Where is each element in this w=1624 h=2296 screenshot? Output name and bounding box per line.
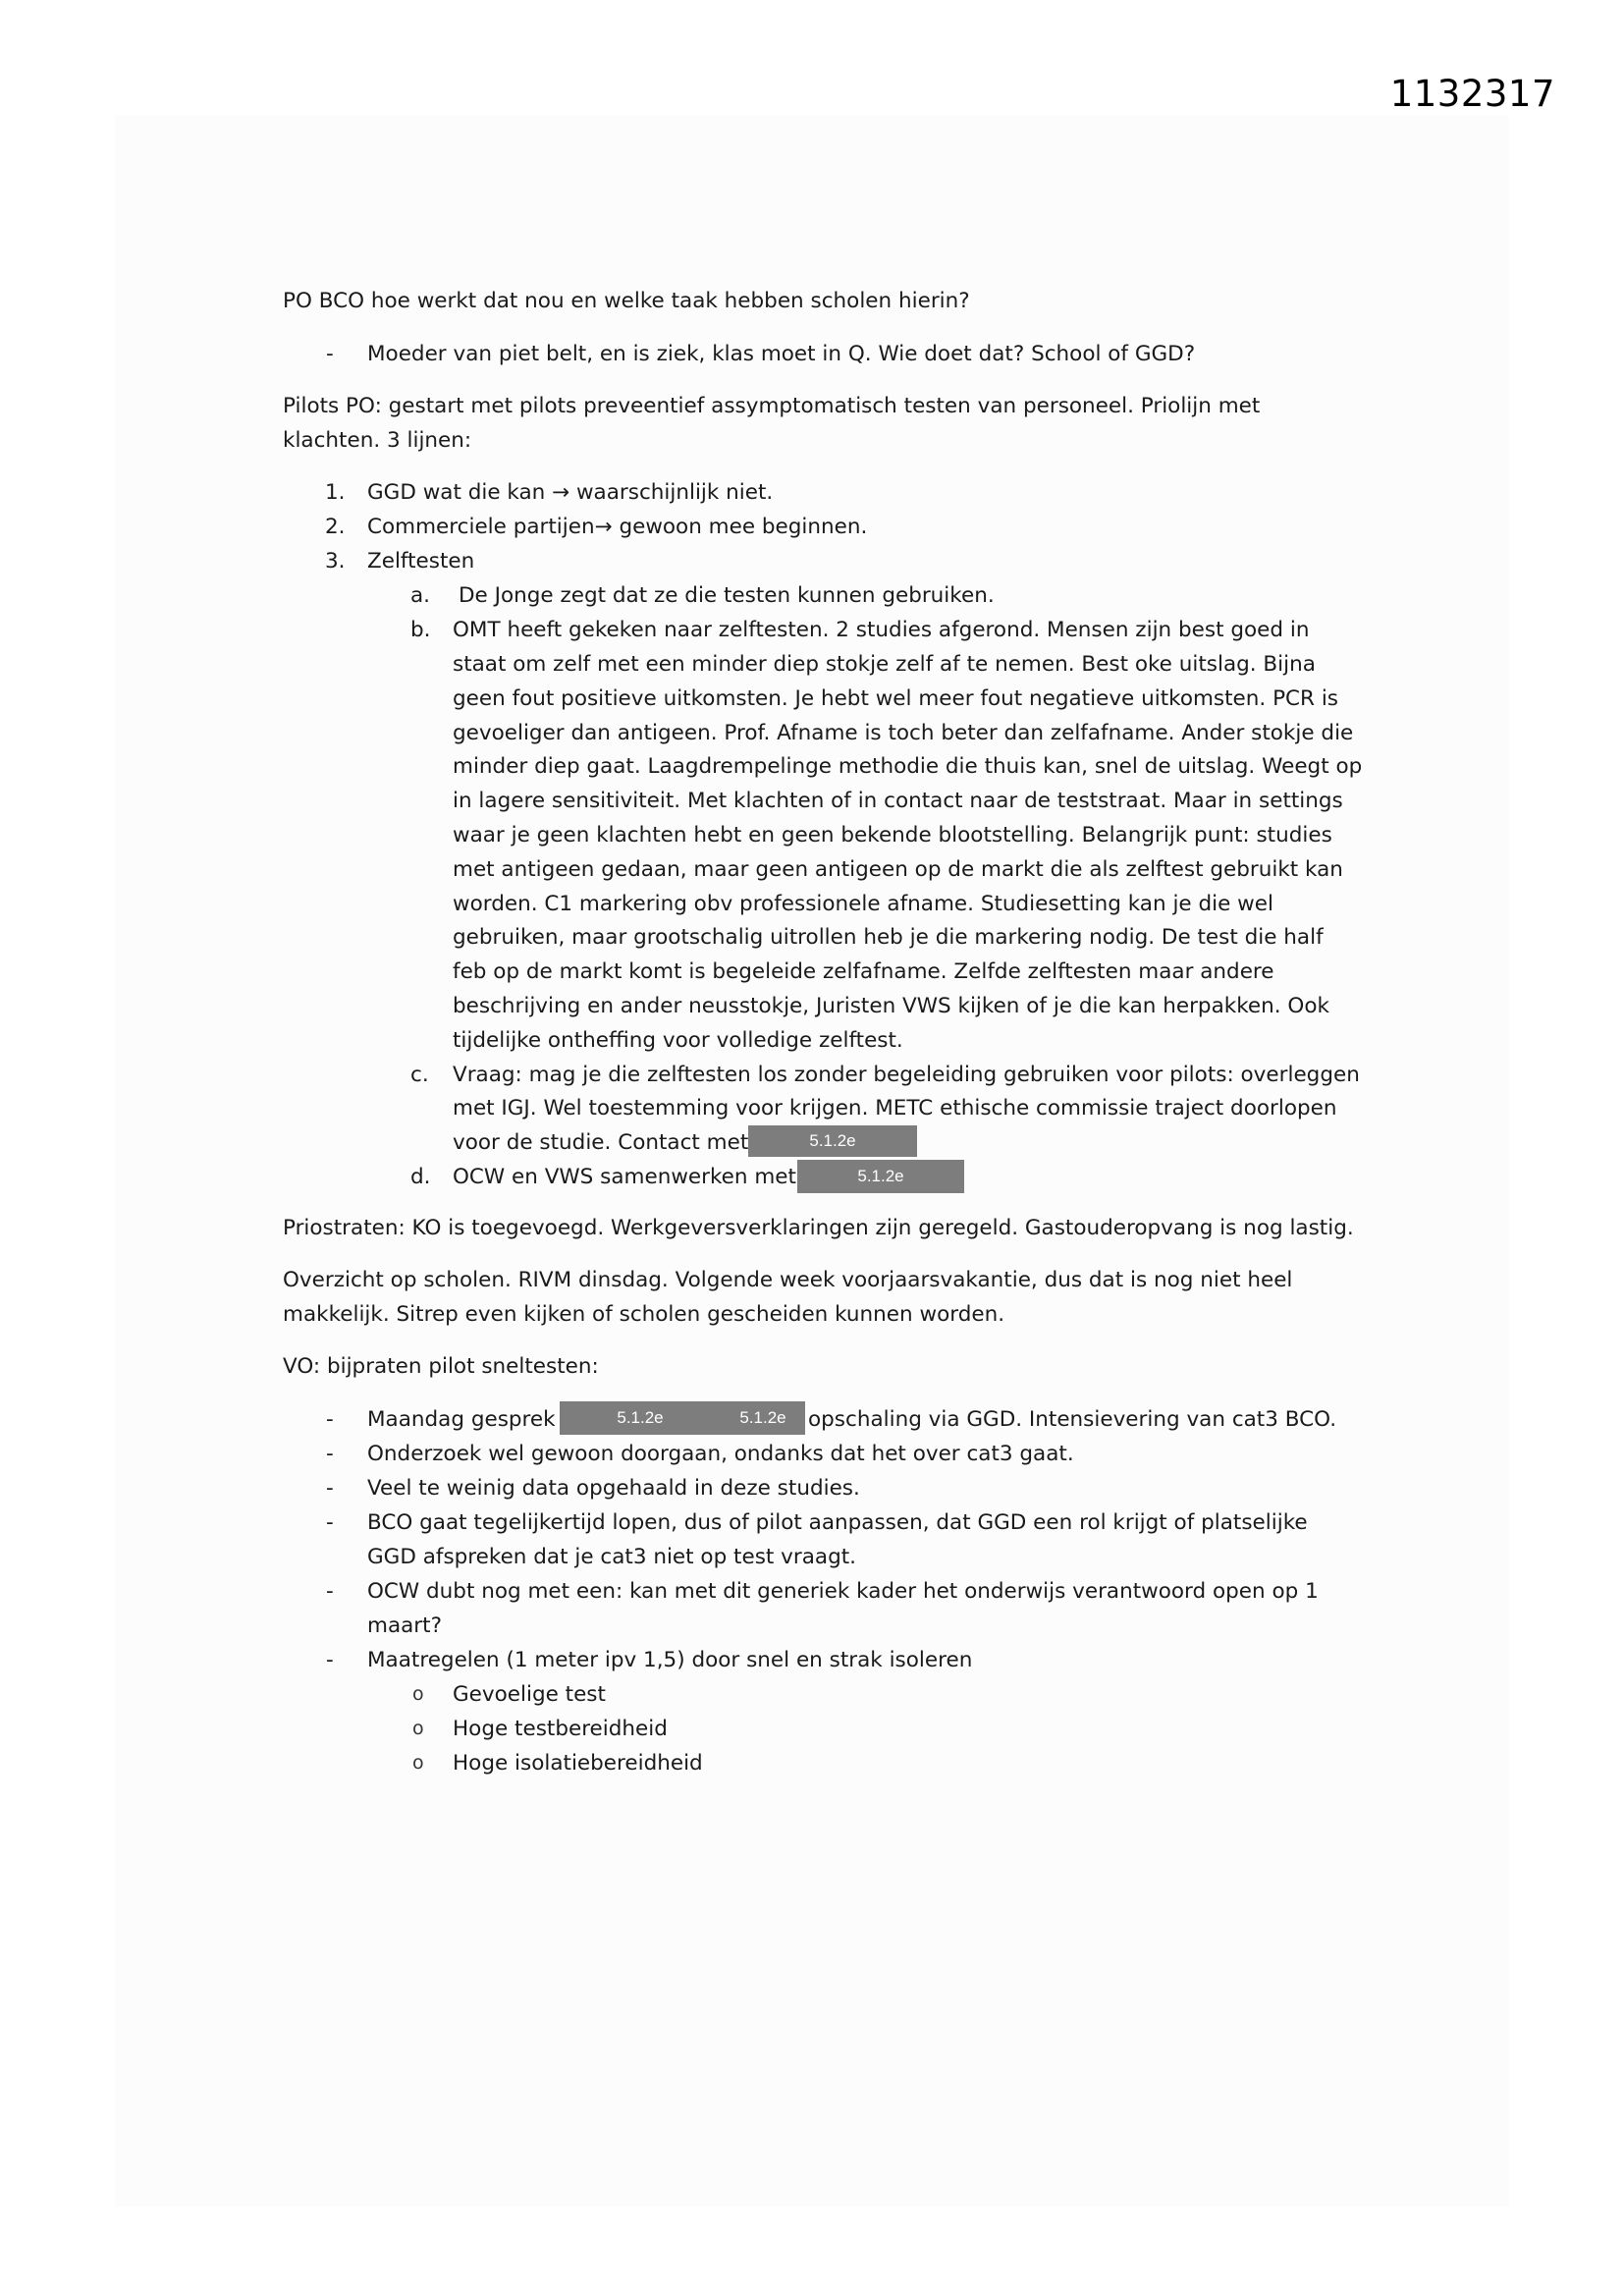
sublist-item-b-line: minder diep gaat. Laagdrempelinge methodie die thuis kan, snel de uitslag. Weegt op xyxy=(453,754,1363,779)
sublist-item-d: OCW en VWS samenwerken met xyxy=(453,1165,796,1189)
paragraph-priostraten: Priostraten: KO is toegevoegd. Werkgeversverklaringen zijn geregeld. Gastouderopvang is nog lastig. xyxy=(283,1216,1354,1240)
sublist-item-b-line: gevoeliger dan antigeen. Prof. Afname is toch beter dan zelfafname. Ander stokje die xyxy=(453,721,1354,745)
bullet-bco-line1: BCO gaat tegelijkertijd lopen, dus of pilot aanpassen, dat GGD een rol krijgt of platselijke xyxy=(367,1510,1308,1535)
bullet-dash: - xyxy=(326,342,334,366)
sub-bullet-testbereidheid: Hoge testbereidheid xyxy=(453,1717,668,1741)
sublist-item-b-line: geen fout positieve uitkomsten. Je hebt wel meer fout negatieve uitkomsten. PCR is xyxy=(453,686,1338,711)
redaction-box: 5.1.2e xyxy=(797,1160,964,1193)
sublist-item-a: De Jonge zegt dat ze die testen kunnen gebruiken. xyxy=(459,583,995,608)
sub-bullet-circle: o xyxy=(412,1683,424,1705)
sublist-item-b-line: gebruiken, maar grootschalig uitrollen heb je die markering nodig. De test die half xyxy=(453,925,1324,950)
sublist-item-b-line: beschrijving en ander neusstokje, Juristen VWS kijken of je die kan herpakken. Ook xyxy=(453,994,1329,1018)
sublist-item-b-line: feb op de markt komt is begeleide zelfafname. Zelfde zelftesten maar andere xyxy=(453,959,1274,984)
sublist-item-b-line: OMT heeft gekeken naar zelftesten. 2 studies afgerond. Mensen zijn best goed in xyxy=(453,618,1310,642)
sublist-item-b-line: tijdelijke ontheffing voor volledige zelftest. xyxy=(453,1028,903,1053)
bullet-dash: - xyxy=(326,1476,334,1501)
list-item-commerciele: Commerciele partijen→ gewoon mee beginnen. xyxy=(367,515,868,539)
paragraph-pilots-line2: klachten. 3 lijnen: xyxy=(283,428,472,453)
bullet-dash: - xyxy=(326,1442,334,1466)
section-heading-po-bco: PO BCO hoe werkt dat nou en welke taak hebben scholen hierin? xyxy=(283,289,970,313)
bullet-maandag-post: opschaling via GGD. Intensievering van cat3 BCO. xyxy=(808,1407,1337,1432)
redaction-box: 5.1.2e xyxy=(560,1401,721,1435)
paragraph-overzicht-line1: Overzicht op scholen. RIVM dinsdag. Volgende week voorjaarsvakantie, dus dat is nog niet heel xyxy=(283,1268,1293,1292)
bullet-maandag-pre: Maandag gesprek xyxy=(367,1407,556,1432)
sublist-item-c-line: Vraag: mag je die zelftesten los zonder begeleiding gebruiken voor pilots: overleggen xyxy=(453,1063,1360,1087)
bullet-bco-line2: GGD afspreken dat je cat3 niet op test vraagt. xyxy=(367,1545,857,1569)
bullet-data: Veel te weinig data opgehaald in deze studies. xyxy=(367,1476,860,1501)
list-number-3: 3. xyxy=(325,549,346,574)
sublist-letter-a: a. xyxy=(410,583,431,608)
document-id: 1132317 xyxy=(1389,73,1555,115)
paragraph-overzicht-line2: makkelijk. Sitrep even kijken of scholen gescheiden kunnen worden. xyxy=(283,1302,1005,1327)
paragraph-vo-heading: VO: bijpraten pilot sneltesten: xyxy=(283,1354,599,1379)
sublist-item-c-line: voor de studie. Contact met xyxy=(453,1130,749,1155)
list-item-zelftesten: Zelftesten xyxy=(367,549,475,574)
list-item-ggd: GGD wat die kan → waarschijnlijk niet. xyxy=(367,480,774,505)
sublist-item-b-line: in lagere sensitiviteit. Met klachten of in contact naar de teststraat. Maar in settings xyxy=(453,789,1343,813)
sub-bullet-gevoelige: Gevoelige test xyxy=(453,1682,606,1707)
sublist-item-c-line: met IGJ. Wel toestemming voor krijgen. METC ethische commissie traject doorlopen xyxy=(453,1096,1337,1121)
redaction-box: 5.1.2e xyxy=(748,1125,917,1157)
sublist-letter-c: c. xyxy=(410,1063,429,1087)
list-number-2: 2. xyxy=(325,515,346,539)
bullet-moeder: Moeder van piet belt, en is ziek, klas moet in Q. Wie doet dat? School of GGD? xyxy=(367,342,1196,366)
bullet-dash: - xyxy=(326,1579,334,1604)
redaction-box: 5.1.2e xyxy=(721,1401,805,1435)
sublist-item-b-line: worden. C1 markering obv professionele afname. Studiesetting kan je die wel xyxy=(453,892,1273,916)
list-number-1: 1. xyxy=(325,480,346,505)
bullet-dash: - xyxy=(326,1407,334,1432)
sublist-letter-d: d. xyxy=(410,1165,431,1189)
sublist-item-b-line: waar je geen klachten hebt en geen bekende blootstelling. Belangrijk punt: studies xyxy=(453,823,1332,847)
bullet-maatregelen: Maatregelen (1 meter ipv 1,5) door snel en strak isoleren xyxy=(367,1648,973,1672)
paragraph-pilots-line1: Pilots PO: gestart met pilots preveentief assymptomatisch testen van personeel. Priolijn met xyxy=(283,394,1261,418)
bullet-onderzoek: Onderzoek wel gewoon doorgaan, ondanks dat het over cat3 gaat. xyxy=(367,1442,1074,1466)
bullet-ocw-line2: maart? xyxy=(367,1613,442,1638)
sublist-item-b-line: met antigeen gedaan, maar geen antigeen op de markt die als zelftest gebruikt kan xyxy=(453,857,1343,882)
sub-bullet-isolatiebereidheid: Hoge isolatiebereidheid xyxy=(453,1751,703,1776)
sublist-letter-b: b. xyxy=(410,618,431,642)
sub-bullet-circle: o xyxy=(412,1718,424,1739)
bullet-ocw-line1: OCW dubt nog met een: kan met dit generiek kader het onderwijs verantwoord open op 1 xyxy=(367,1579,1319,1604)
sub-bullet-circle: o xyxy=(412,1752,424,1774)
bullet-dash: - xyxy=(326,1510,334,1535)
bullet-dash: - xyxy=(326,1648,334,1672)
sublist-item-b-line: staat om zelf met een minder diep stokje zelf af te nemen. Best oke uitslag. Bijna xyxy=(453,652,1316,677)
